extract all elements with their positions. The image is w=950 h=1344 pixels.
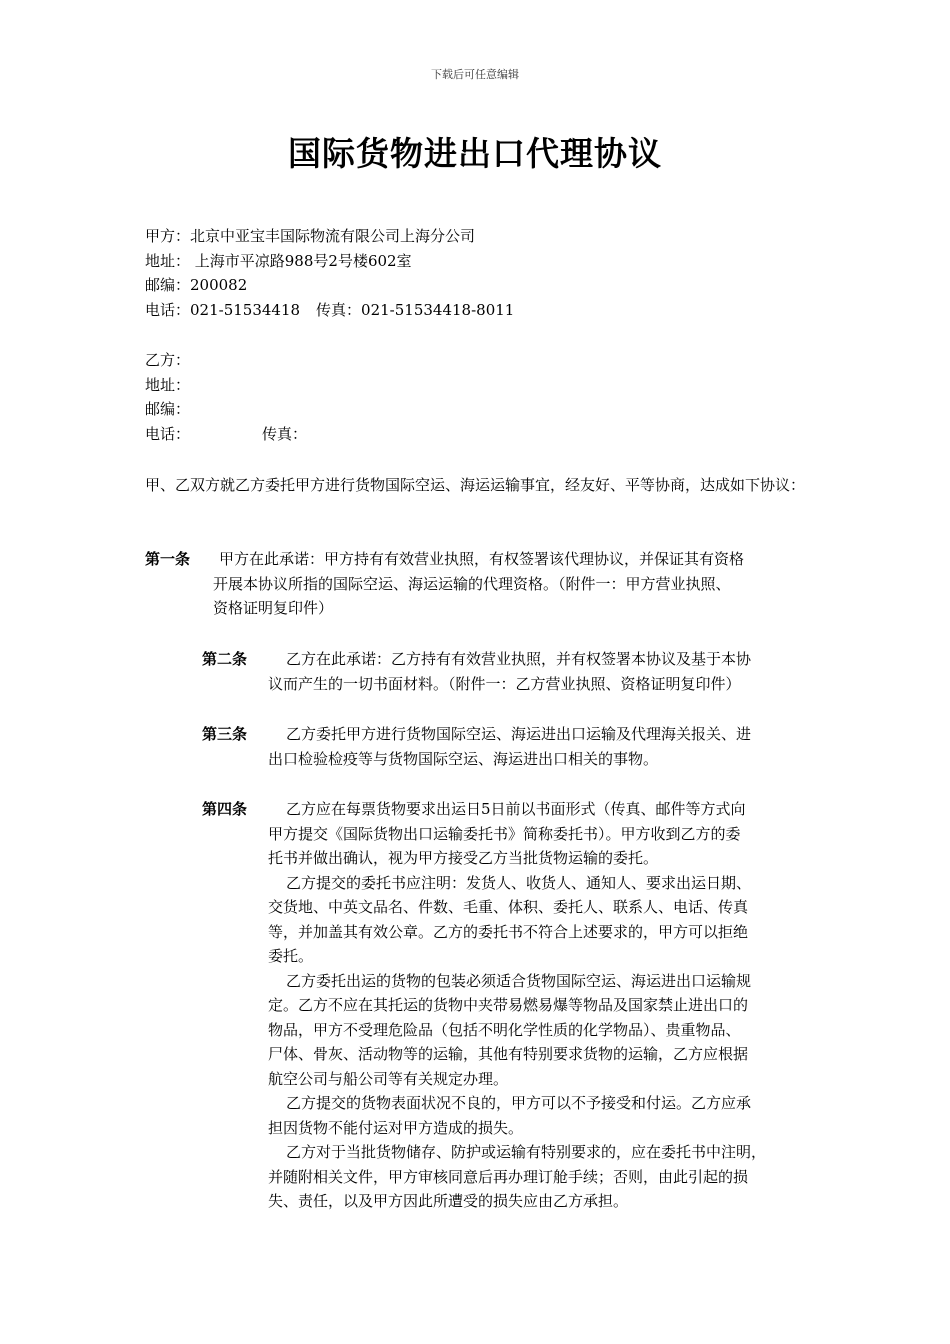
article-4	[202, 797, 822, 1217]
document-title: 国际货物进出口代理协议	[288, 134, 662, 173]
article-3	[202, 722, 812, 772]
party-b-contact	[145, 422, 307, 447]
party-a-address: 地址： 上海市平凉路988号2号楼602室	[145, 251, 412, 270]
article-line: 定。乙方不应在其托运的货物中夹带易燃易爆等物品及国家禁止进出口的	[268, 996, 749, 1014]
article-line: 甲方提交《国际货物出口运输委托书》简称委托书）。甲方收到乙方的委	[268, 824, 741, 843]
party-b-block	[145, 348, 307, 446]
party-a-contact	[145, 298, 514, 323]
party-a-phone: 电话：021-51534418	[145, 300, 301, 319]
article-line: 乙方提交的货物表面状况不良的，甲方可以不予接受和付运。乙方应承	[286, 1094, 752, 1112]
article-line: 资格证明复印件）	[213, 599, 334, 617]
article-line: 并随附相关文件，甲方审核同意后再办理订舱手续；否则，由此引起的损	[268, 1167, 749, 1186]
party-b-name: 乙方：	[145, 351, 191, 369]
article-line: 乙方对于当批货物储存、防护或运输有特别要求的，应在委托书中注明，	[286, 1143, 767, 1161]
article-1	[145, 547, 815, 622]
party-a-fax: 传真：021-51534418-8011	[316, 300, 515, 319]
party-b-fax: 传真：	[262, 424, 308, 443]
article-line: 尸体、骨灰、活动物等的运输，其他有特别要求货物的运输，乙方应根据	[268, 1045, 749, 1063]
article-line: 开展本协议所指的国际空运、海运运输的代理资格。（附件一：甲方营业执照、	[213, 574, 731, 593]
party-a-postcode: 邮编：200082	[145, 276, 248, 294]
article-line: 托书并做出确认，视为甲方接受乙方当批货物运输的委托。	[268, 849, 659, 867]
article-line: 航空公司与船公司等有关规定办理。	[268, 1069, 509, 1088]
article-line: 议而产生的一切书面材料。（附件一：乙方营业执照、资格证明复印件）	[268, 674, 741, 693]
party-a-name: 甲方：北京中亚宝丰国际物流有限公司上海分公司	[145, 227, 476, 245]
article-3-label: 第三条	[202, 725, 248, 743]
article-line: 交货地、中英文品名、件数、毛重、体积、委托人、联系人、电话、传真	[268, 898, 749, 916]
intro-paragraph: 甲、乙双方就乙方委托甲方进行货物国际空运、海运运输事宜，经友好、平等协商，达成如下协议：	[145, 476, 806, 494]
article-2	[202, 647, 812, 697]
article-line: 乙方在此承诺：乙方持有有效营业执照，并有权签署本协议及基于本协	[286, 650, 752, 668]
party-b-postcode: 邮编：	[145, 400, 191, 418]
article-line: 担因货物不能付运对甲方造成的损失。	[268, 1118, 524, 1137]
article-line: 乙方提交的委托书应注明：发货人、收货人、通知人、要求出运日期、	[286, 873, 752, 892]
article-line: 乙方委托甲方进行货物国际空运、海运进出口运输及代理海关报关、进	[286, 725, 752, 743]
article-line: 等，并加盖其有效公章。乙方的委托书不符合上述要求的，甲方可以拒绝	[268, 922, 749, 941]
party-b-phone: 电话：	[145, 424, 191, 443]
article-line: 失、责任，以及甲方因此所遭受的损失应由乙方承担。	[268, 1192, 629, 1210]
article-1-label: 第一条	[145, 550, 191, 568]
article-line: 出口检验检疫等与货物国际空运、海运进出口相关的事物。	[268, 749, 659, 768]
party-b-address: 地址：	[145, 375, 191, 394]
article-line: 乙方应在每票货物要求出运日5日前以书面形式（传真、邮件等方式向	[286, 800, 746, 818]
article-line: 委托。	[268, 947, 314, 965]
article-4-label: 第四条	[202, 800, 248, 818]
page-header-note: 下载后可任意编辑	[431, 68, 519, 81]
article-line: 乙方委托出运的货物的包装必须适合货物国际空运、海运进出口运输规	[286, 971, 752, 990]
article-line: 甲方在此承诺：甲方持有有效营业执照，有权签署该代理协议，并保证其有资格	[219, 550, 745, 568]
article-2-label: 第二条	[202, 650, 248, 668]
party-a-block	[145, 224, 514, 322]
article-line: 物品，甲方不受理危险品（包括不明化学性质的化学物品）、贵重物品、	[268, 1020, 741, 1039]
